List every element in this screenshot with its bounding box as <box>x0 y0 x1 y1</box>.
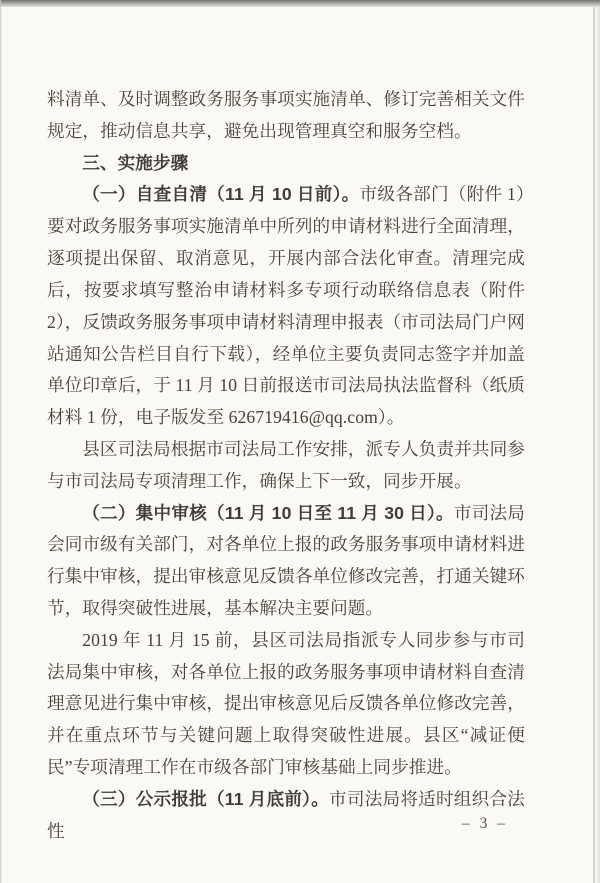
section-paragraph <box>47 625 525 784</box>
section-text: 2019 年 11 月 15 前，县区司法局指派专人同步参与市司法局集中审核，对各单位上报的政务服务事项申请材料自查清理意见进行集中审核，提出审核意见后反馈各单位修改完善，并在重点环节与关键问题上取得突破性进展。县区“减证便民”专项清理工作在市级各部门审核基础上同步推进。 <box>47 629 525 778</box>
page-number: – 3 – <box>462 815 508 832</box>
scan-edge-left <box>0 0 2 883</box>
section-paragraph <box>47 179 525 434</box>
continuation-paragraph-text: 料清单、及时调整政务服务事项实施清单、修订完善相关文件规定，推动信息共享，避免出现管理真空和服务空档。 <box>47 89 525 141</box>
section-paragraph <box>47 498 525 625</box>
section-text: 市级各部门（附件 1）要对政务服务事项实施清单中所列的申请材料进行全面清理，逐项提出保留、取消意见，开展内部合法化审查。清理完成后，按要求填写整治申请材料多专项行动联络信息表（附件 2），反馈政务服务事项申请材料清理申报表（市司法局门户网站通知公告栏目自行下载），经单位主要负责同志签字并加盖单位印章后，于 11 月 10 日前报送市司法局执法监督科（纸质材料 1 份，电子版发至 626719416@qq.com）。 <box>47 184 525 428</box>
section-paragraph <box>47 434 525 498</box>
scan-shade-right <box>595 7 600 883</box>
section-text: 县区司法局根据市司法局工作安排，派专人负责并共同参与市司法局专项清理工作，确保上下一致，同步开展。 <box>47 438 525 491</box>
document-body <box>47 84 525 848</box>
section-lead: （三）公示报批（11 月底前）。 <box>82 788 330 809</box>
section-text: 市司法局会同市级有关部门，对各单位上报的政务服务事项申请材料进行集中审核，提出审核意见反馈各单位修改完善，打通关键环节，取得突破性进展，基本解决主要问题。 <box>47 502 525 618</box>
section-heading-implementation-steps: 三、实施步骤 <box>82 152 189 173</box>
section-lead: （一）自查自清（11 月 10 日前）。 <box>82 184 360 205</box>
section-paragraph <box>47 784 525 848</box>
continuation-paragraph <box>47 84 525 148</box>
section-text: 市司法局将适时组织合法性 <box>47 788 525 841</box>
section-lead: （二）集中审核（11 月 10 日至 11 月 30 日）。 <box>82 502 454 523</box>
scan-edge-top <box>0 0 600 7</box>
